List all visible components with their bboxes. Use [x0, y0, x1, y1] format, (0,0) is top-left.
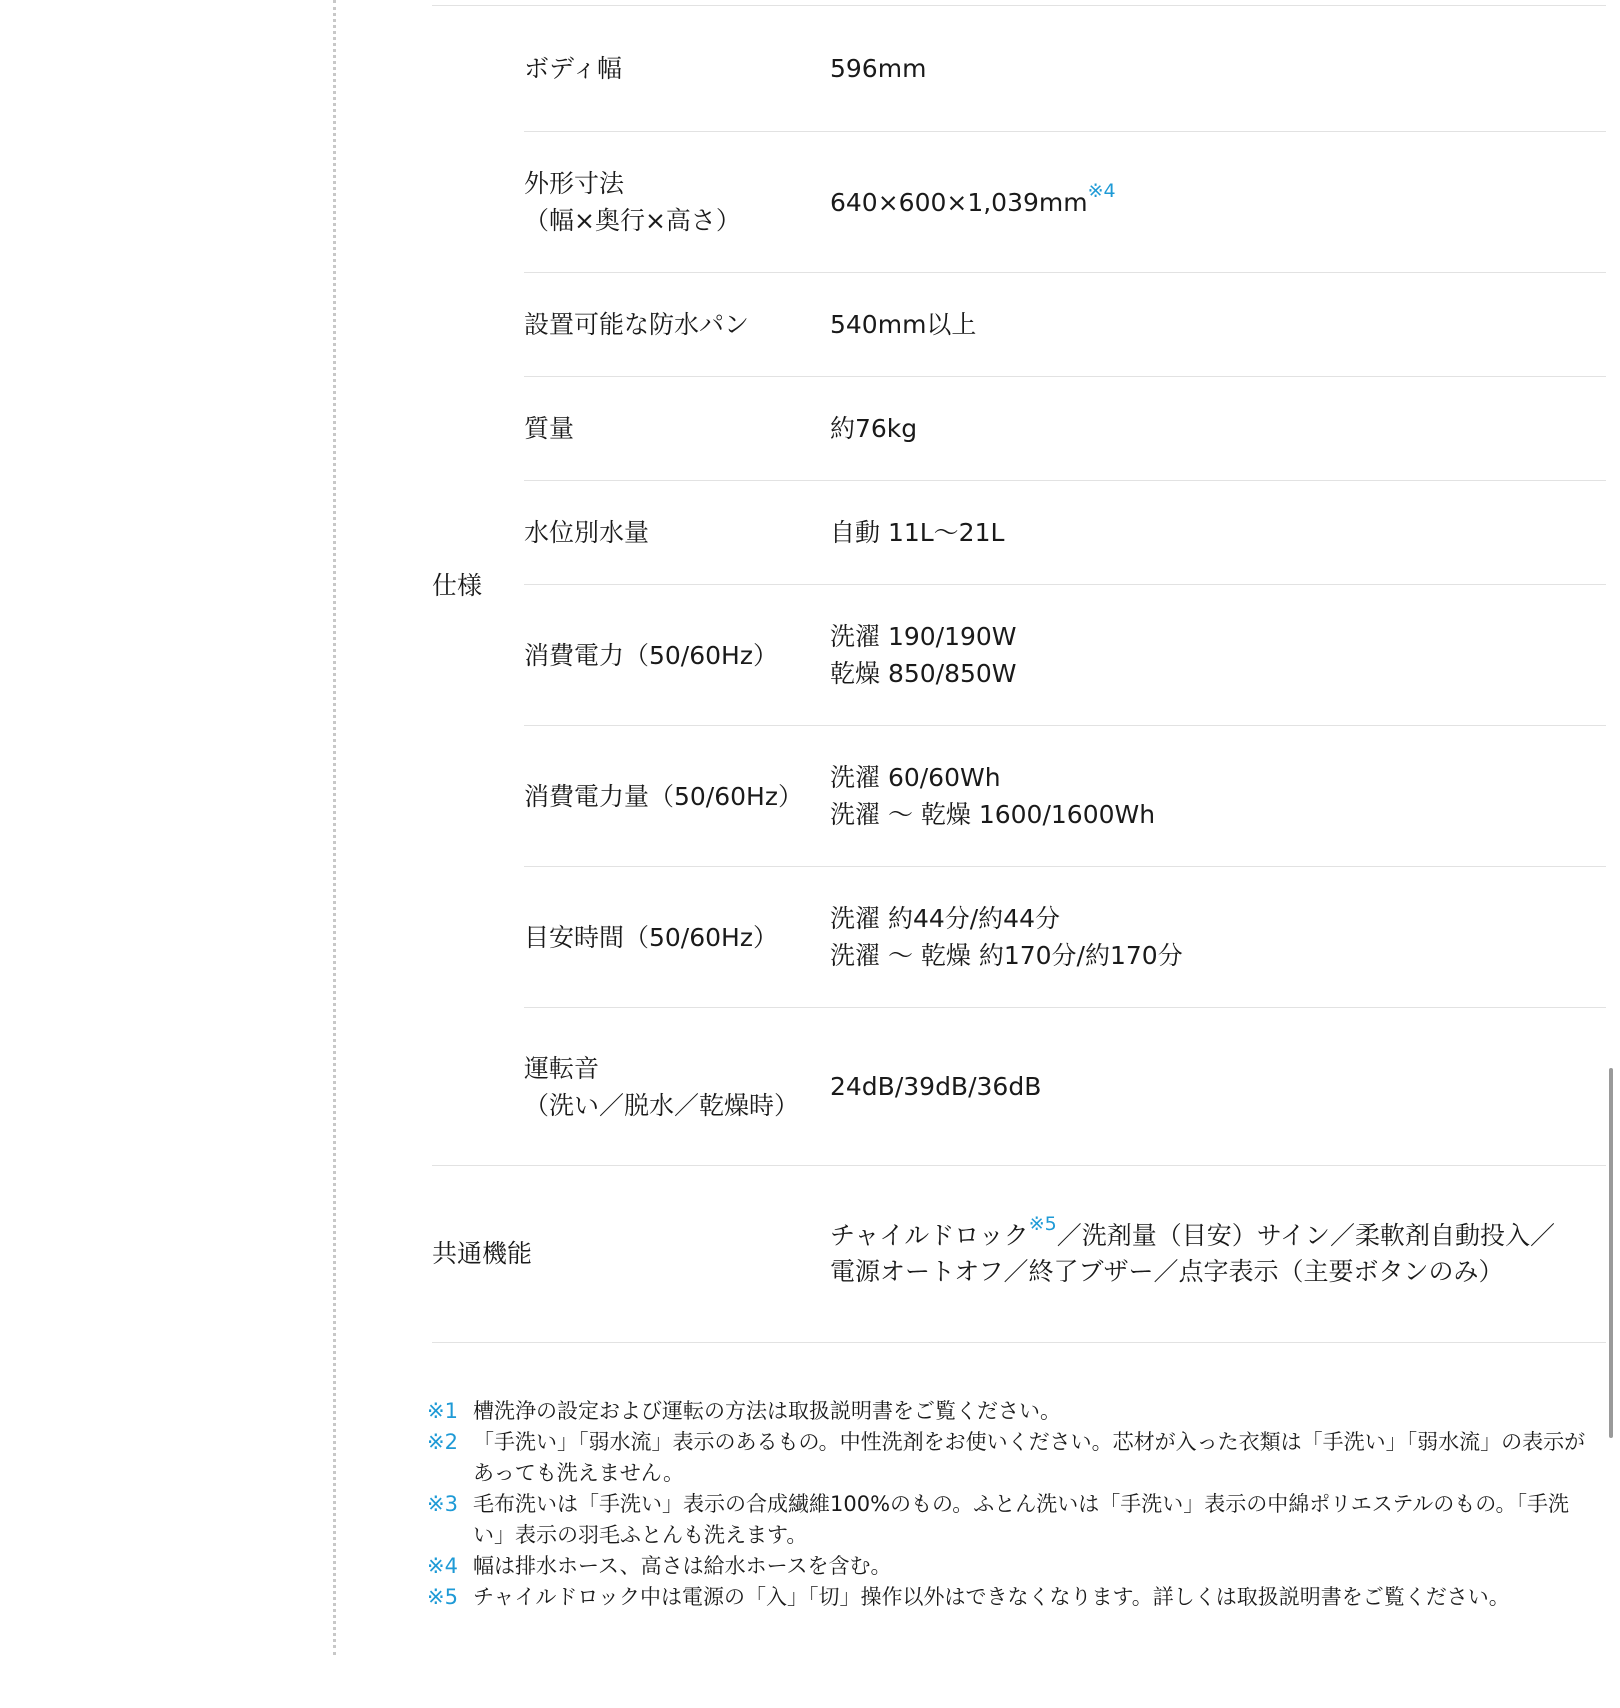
footnote-text: 毛布洗いは「手洗い」表示の合成繊維100%のもの。ふとん洗いは「手洗い」表示の中綿ポリエステルのもの。「手洗い」表示の羽毛ふとんも洗えます。: [473, 1492, 1569, 1547]
spec-row-value: 24dB/39dB/36dB: [830, 1072, 1042, 1101]
spec-row-body-width: [524, 6, 1606, 132]
spec-row-label: ボディ幅: [524, 54, 623, 83]
dotted-side-rule: [333, 0, 336, 1655]
footnote-2: [427, 1427, 1597, 1489]
dimensions-value: 640×600×1,039mm: [830, 187, 1088, 217]
spec-row-energy: [524, 726, 1606, 867]
footnote-text: 槽洗浄の設定および運転の方法は取扱説明書をご覧ください。: [473, 1399, 1061, 1423]
footnote-mark: ※4: [427, 1554, 458, 1578]
spec-row-label: 外形寸法 （幅×奥行×高さ）: [524, 169, 741, 235]
footnote-text: 「手洗い」「弱水流」表示のあるもの。中性洗剤をお使いください。芯材が入った衣類は「手洗い」「弱水流」の表示があっても洗えません。: [473, 1430, 1586, 1485]
scrollbar-thumb[interactable]: [1609, 1068, 1613, 1438]
spec-row-value: 洗濯 190/190W 乾燥 850/850W: [830, 622, 1017, 688]
footnote-mark: ※2: [427, 1430, 458, 1454]
footnote-text: 幅は排水ホース、高さは給水ホースを含む。: [473, 1554, 892, 1578]
spec-row-waterproof-pan: [524, 273, 1606, 377]
spec-row-label: 目安時間（50/60Hz）: [524, 922, 778, 952]
spec-row-label: 消費電力量（50/60Hz）: [524, 781, 803, 811]
spec-row-value: 596mm: [830, 54, 927, 83]
common-features-row: [432, 1166, 1606, 1343]
common-features-label: 共通機能: [432, 1239, 533, 1268]
spec-group: [432, 6, 1606, 1166]
spec-table: [432, 0, 1606, 1343]
spec-row-label: 水位別水量: [524, 518, 650, 547]
scrollbar[interactable]: [1608, 0, 1620, 1708]
footnote-text: チャイルドロック中は電源の「入」「切」操作以外はできなくなります。詳しくは取扱説明書をご覧ください。: [473, 1585, 1510, 1609]
footnote-mark: ※5: [427, 1585, 458, 1609]
spec-row-value: 自動 11L〜21L: [830, 518, 1005, 547]
spec-row-label: 運転音 （洗い／脱水／乾燥時）: [524, 1053, 800, 1120]
spec-row-value: 540mm以上: [830, 310, 977, 339]
footnote-mark: ※1: [427, 1399, 458, 1423]
common-value-part3: 電源オートオフ／終了ブザー／点字表示（主要ボタンのみ）: [830, 1257, 1504, 1286]
spec-row-dimensions: [524, 132, 1606, 273]
footnote-ref-4[interactable]: ※4: [1087, 179, 1116, 202]
spec-row-noise: [524, 1008, 1606, 1165]
spec-row-mass: [524, 377, 1606, 481]
footnote-ref-5[interactable]: ※5: [1028, 1213, 1057, 1235]
common-features-value: [830, 1213, 1606, 1290]
footnote-1: [427, 1396, 1597, 1427]
footnote-mark: ※3: [427, 1492, 458, 1516]
footnote-3: [427, 1489, 1597, 1551]
footnotes: [427, 1396, 1597, 1613]
footnote-5: [427, 1582, 1597, 1613]
spec-row-water-volume: [524, 481, 1606, 585]
spec-row-value: 約76kg: [830, 414, 918, 443]
spec-row-label: 設置可能な防水パン: [524, 310, 750, 339]
common-value-part1: チャイルドロック: [830, 1221, 1029, 1250]
spec-rows: [524, 6, 1606, 1165]
spec-row-value: [830, 179, 1606, 221]
spec-group-label: 仕様: [432, 570, 483, 600]
spec-row-label: 質量: [524, 414, 575, 443]
spec-row-time: [524, 867, 1606, 1008]
spec-row-label: 消費電力（50/60Hz）: [524, 640, 778, 670]
common-value-part2: ／洗剤量（目安）サイン／柔軟剤自動投入／: [1056, 1221, 1556, 1250]
spec-row-power: [524, 585, 1606, 726]
spec-row-value: 洗濯 約44分/約44分 洗濯 〜 乾燥 約170分/約170分: [830, 904, 1183, 970]
footnote-4: [427, 1551, 1597, 1582]
spec-row-value: 洗濯 60/60Wh 洗濯 〜 乾燥 1600/1600Wh: [830, 763, 1156, 829]
